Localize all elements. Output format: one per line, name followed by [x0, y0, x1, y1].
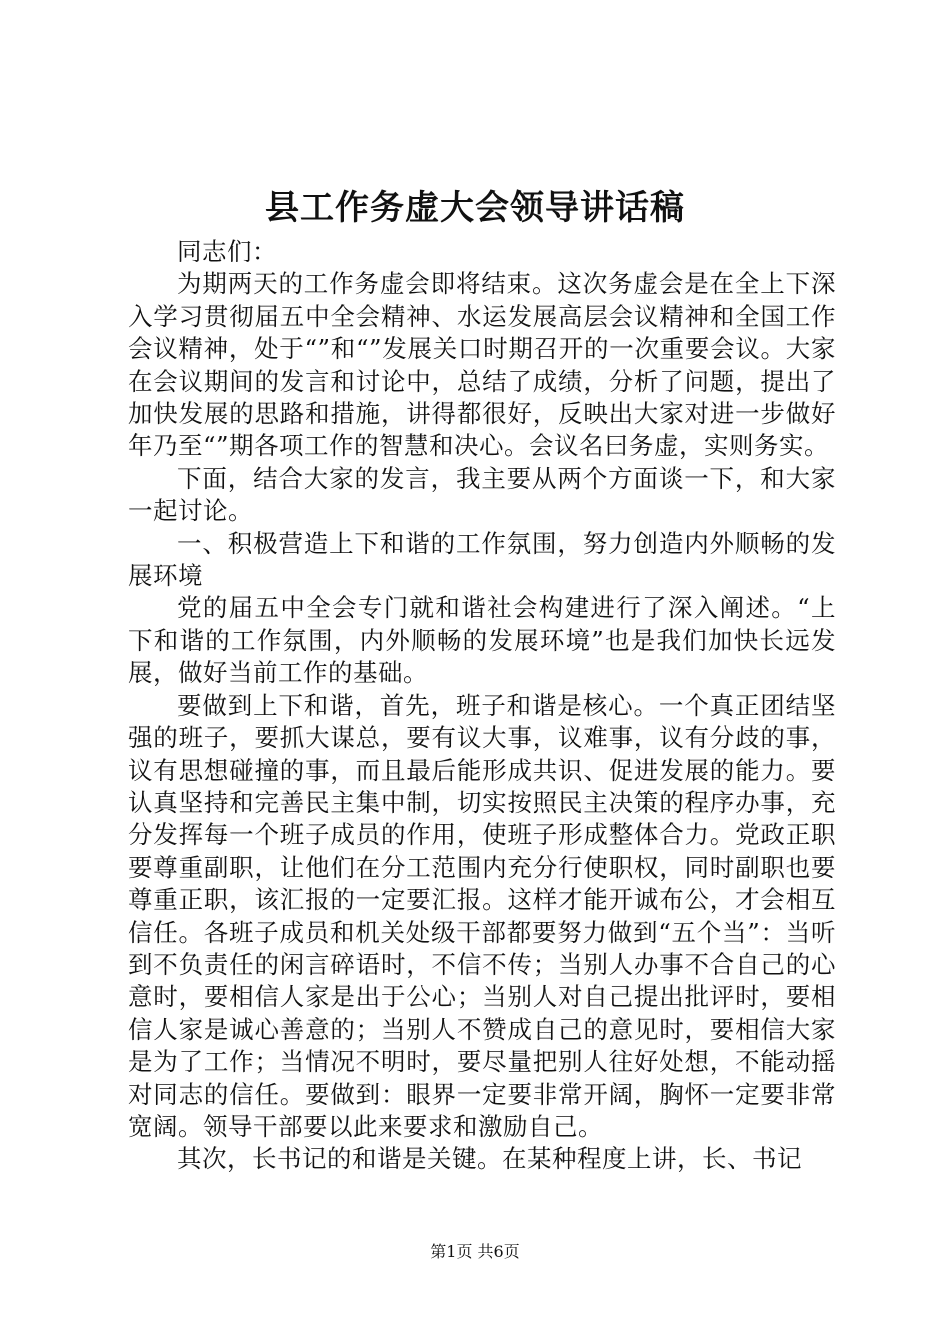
document-title: 县工作务虚大会领导讲话稿: [265, 188, 685, 228]
paragraph-section-1-intro: 党的届五中全会专门就和谐社会构建进行了深入阐述。“上下和谐的工作氛围，内外顺畅的发展环境”也是我们加快长远发展，做好当前工作的基础。: [128, 593, 836, 688]
paragraph-team-harmony: 要做到上下和谐，首先，班子和谐是核心。一个真正团结坚强的班子，要抓大谋总，要有议大事，议难事，议有分歧的事，议有思想碰撞的事，而且最后能形成共识、促进发展的能力。要认真坚持和完善民主集中制，切实按照民主决策的程序办事，充分发挥每一个班子成员的作用，使班子形成整体合力。党政正职要尊重副职，让他们在分工范围内充分行使职权，同时副职也要尊重正职，该汇报的一定要汇报。这样才能开诚布公，才会相互信任。各班子成员和机关处级干部都要努力做到“五个当”：当听到不负责任的闲言碎语时，不信不传；当别人办事不合自己的心意时，要相信人家是出于公心；当别人对自己提出批评时，要相信人家是诚心善意的；当别人不赞成自己的意见时，要相信大家是为了工作；当情况不明时，要尽量把别人往好处想，不能动摇对同志的信任。要做到：眼界一定要非常开阔，胸怀一定要非常宽阔。领导干部要以此来要求和激励自己。: [128, 690, 836, 1141]
paragraph-outline: 下面，结合大家的发言，我主要从两个方面谈一下，和大家一起讨论。: [128, 463, 836, 526]
salutation: 同志们：: [177, 237, 277, 266]
page-footer: 第1页 共6页: [430, 1242, 520, 1261]
document-body: [128, 236, 836, 1176]
paragraph-intro: 为期两天的工作务虚会即将结束。这次务虚会是在全上下深入学习贯彻届五中全会精神、水运发展高层会议精神和全国工作会议精神，处于“”和“”发展关口时期召开的一次重要会议。大家在会议期间的发言和讨论中，总结了成绩，分析了问题，提出了加快发展的思路和措施，讲得都很好，反映出大家对进一步做好年乃至“”期各项工作的智慧和决心。会议名曰务虚，实则务实。: [128, 269, 836, 461]
paragraph-secretary-harmony: 其次，长书记的和谐是关键。在某种程度上讲，长、书记: [177, 1144, 802, 1174]
section-heading-1: 一、积极营造上下和谐的工作氛围，努力创造内外顺畅的发展环境: [128, 528, 836, 591]
